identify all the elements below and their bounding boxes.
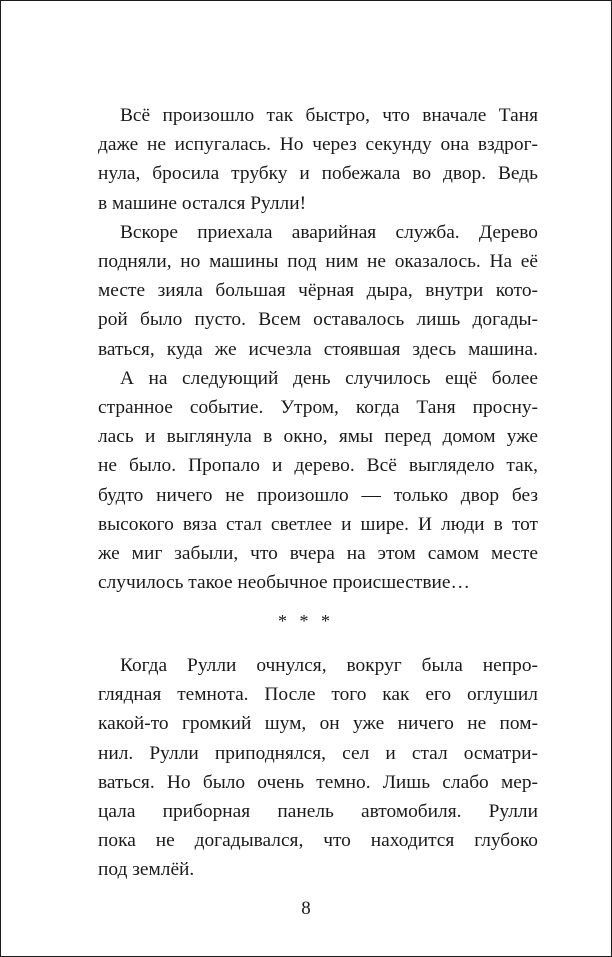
text-section-1 [98, 101, 538, 597]
paragraph-line: месте зияла большая чёрная дыра, внутри кото- [98, 280, 538, 302]
paragraph-line: лась и выглянула в окно, ямы перед домом уже [98, 426, 538, 448]
text-section-2 [98, 651, 538, 885]
paragraph-line: подняли, но машины под ним не оказалось. На её [98, 251, 538, 273]
paragraph-line: странное событие. Утром, когда Таня просну- [98, 397, 538, 419]
paragraph-line: даже не испугалась. Но через секунду она вздрог- [98, 134, 538, 156]
paragraph-line: глядная темнота. После того как его оглушил [98, 684, 538, 706]
paragraph-line: не было. Пропало и дерево. Всё выглядело так, [98, 455, 538, 477]
paragraph-line: нил. Рулли приподнялся, сел и стал осматри- [98, 742, 538, 764]
paragraph-line: рой было пусто. Всем оставалось лишь догады- [98, 309, 538, 331]
paragraph-line: ваться. Но было очень темно. Лишь слабо мер- [98, 771, 538, 793]
paragraph-line: же миг забыли, что вчера на этом самом месте [98, 543, 538, 565]
paragraph-line: цала приборная панель автомобиля. Рулли [98, 801, 538, 823]
paragraph-line: пока не догадывался, что находится глубоко [98, 830, 538, 852]
paragraph-line: А на следующий день случилось ещё более [120, 367, 538, 389]
paragraph-line: нула, бросила трубку и побежала во двор. Ведь [98, 163, 538, 185]
paragraph-line: под землёй. [98, 859, 195, 881]
page-number: 8 [301, 898, 311, 919]
paragraph-line: Всё произошло так быстро, что вначале Таня [120, 105, 538, 126]
paragraph-line: в машине остался Рулли! [98, 192, 307, 214]
section-separator: * * * [278, 611, 334, 631]
paragraph-line: ваться, куда же исчезла стоявшая здесь машина. [98, 338, 538, 360]
paragraph-line: случилось такое необычное происшествие… [98, 572, 470, 594]
paragraph-line: высокого вяза стал светлее и шире. И люди в тот [98, 513, 538, 535]
paragraph-line: будто ничего не произошло — только двор без [98, 484, 538, 506]
paragraph-line: какой-то громкий шум, он уже ничего не пом- [98, 713, 538, 735]
paragraph-line: Вскоре приехала аварийная служба. Дерево [120, 221, 538, 243]
paragraph-line: Когда Рулли очнулся, вокруг была непро- [120, 655, 538, 676]
